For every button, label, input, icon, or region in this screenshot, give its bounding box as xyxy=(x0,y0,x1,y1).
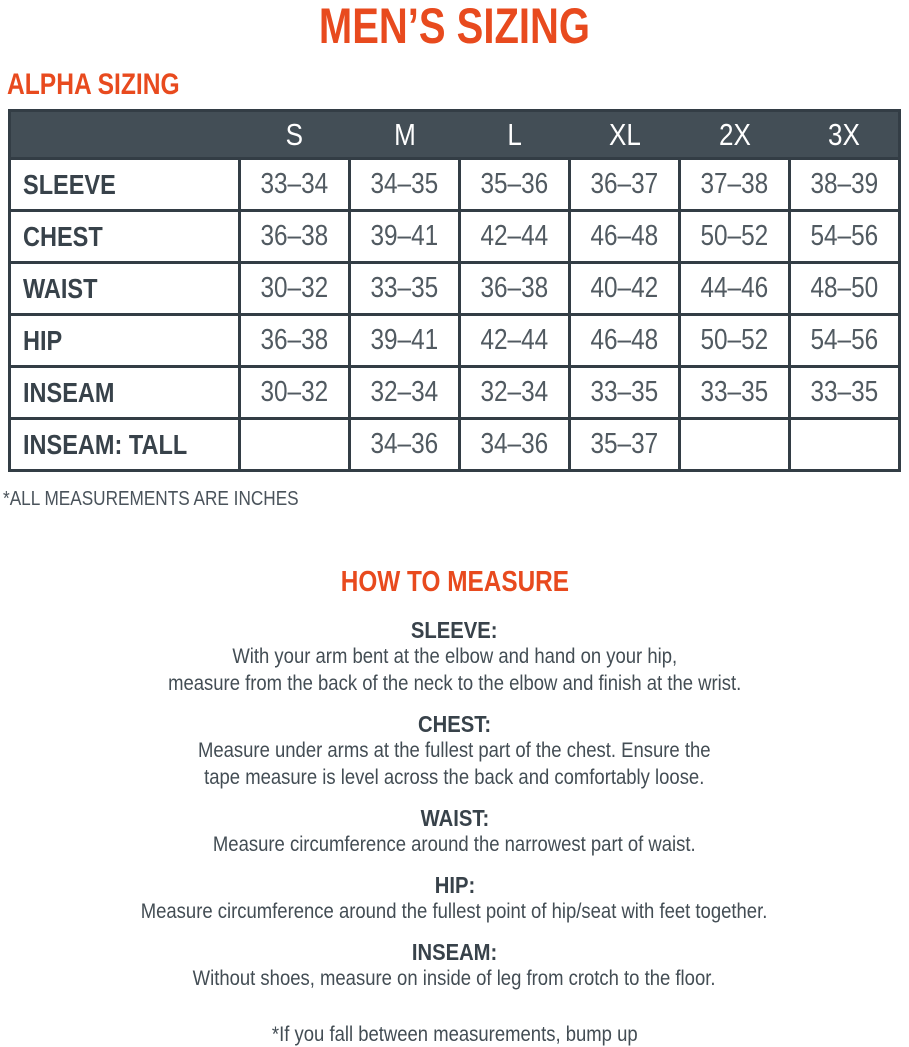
size-cell: 50–52 xyxy=(680,315,790,367)
size-cell: 32–34 xyxy=(460,367,570,419)
size-cell: 54–56 xyxy=(790,211,900,263)
size-cell xyxy=(680,419,790,471)
size-cell: 32–34 xyxy=(350,367,460,419)
size-cell: 30–32 xyxy=(240,263,350,315)
corner-cell xyxy=(10,111,240,159)
measure-heading-inseam: INSEAM: xyxy=(411,939,498,965)
alpha-sizing-heading xyxy=(7,70,909,100)
size-cell: 33–35 xyxy=(680,367,790,419)
row-label-inseam-tall: INSEAM: TALL xyxy=(10,419,240,471)
page-title xyxy=(0,0,909,54)
measure-heading-waist: WAIST: xyxy=(420,805,489,831)
sizing-table-header xyxy=(10,111,900,159)
measure-instructions xyxy=(0,617,909,1047)
column-header-m: M xyxy=(350,111,460,159)
size-cell xyxy=(790,419,900,471)
size-cell: 46–48 xyxy=(570,211,680,263)
size-cell: 33–35 xyxy=(570,367,680,419)
size-cell: 40–42 xyxy=(570,263,680,315)
table-row-inseam xyxy=(10,367,900,419)
size-cell xyxy=(240,419,350,471)
column-header-2x: 2X xyxy=(680,111,790,159)
sizing-table xyxy=(8,109,901,472)
measure-section-waist xyxy=(0,805,909,858)
measure-section-sleeve xyxy=(0,617,909,697)
size-cell: 36–38 xyxy=(240,211,350,263)
size-cell: 54–56 xyxy=(790,315,900,367)
size-cell: 42–44 xyxy=(460,315,570,367)
measure-line: Measure circumference around the fullest point of hip/seat with feet together. xyxy=(141,900,768,923)
measurements-footnote: *ALL MEASUREMENTS ARE INCHES xyxy=(3,488,299,510)
size-cell: 46–48 xyxy=(570,315,680,367)
column-header-xl: XL xyxy=(570,111,680,159)
column-header-l: L xyxy=(460,111,570,159)
size-cell: 39–41 xyxy=(350,315,460,367)
table-row-chest xyxy=(10,211,900,263)
row-label-chest: CHEST xyxy=(10,211,240,263)
measure-line: With your arm bent at the elbow and hand on your hip, xyxy=(232,645,677,668)
size-cell: 34–36 xyxy=(460,419,570,471)
row-label-hip: HIP xyxy=(10,315,240,367)
measure-heading-chest: CHEST: xyxy=(417,711,492,737)
table-row-inseam-tall xyxy=(10,419,900,471)
measure-line: measure from the back of the neck to the elbow and finish at the wrist. xyxy=(167,672,742,695)
measure-line: Without shoes, measure on inside of leg from crotch to the floor. xyxy=(193,967,716,990)
size-cell: 30–32 xyxy=(240,367,350,419)
size-cell: 36–38 xyxy=(460,263,570,315)
size-cell: 36–37 xyxy=(570,159,680,211)
size-cell: 34–36 xyxy=(350,419,460,471)
table-row-sleeve xyxy=(10,159,900,211)
measure-heading-sleeve: SLEEVE: xyxy=(411,617,498,643)
size-cell: 44–46 xyxy=(680,263,790,315)
size-cell: 39–41 xyxy=(350,211,460,263)
size-cell: 50–52 xyxy=(680,211,790,263)
size-cell: 37–38 xyxy=(680,159,790,211)
size-cell: 35–37 xyxy=(570,419,680,471)
measure-section-inseam xyxy=(0,939,909,992)
page-title-text: MEN’S SIZING xyxy=(318,0,591,54)
row-label-inseam: INSEAM xyxy=(10,367,240,419)
size-cell: 33–35 xyxy=(790,367,900,419)
measure-heading-hip: HIP: xyxy=(434,872,475,898)
measure-section-hip xyxy=(0,872,909,925)
table-row-hip xyxy=(10,315,900,367)
alpha-sizing-heading-text: ALPHA SIZING xyxy=(7,68,180,101)
size-cell: 36–38 xyxy=(240,315,350,367)
row-label-waist: WAIST xyxy=(10,263,240,315)
between-measurements-note: *If you fall between measurements, bump up xyxy=(271,1023,638,1046)
header-row xyxy=(10,111,900,159)
column-header-3x: 3X xyxy=(790,111,900,159)
measure-line: tape measure is level across the back and comfortably loose. xyxy=(204,766,705,789)
size-cell: 33–35 xyxy=(350,263,460,315)
size-cell: 42–44 xyxy=(460,211,570,263)
size-cell: 35–36 xyxy=(460,159,570,211)
column-header-s: S xyxy=(240,111,350,159)
table-row-waist xyxy=(10,263,900,315)
measure-line: Measure under arms at the fullest part of the chest. Ensure the xyxy=(198,739,711,762)
row-label-sleeve: SLEEVE xyxy=(10,159,240,211)
size-cell: 48–50 xyxy=(790,263,900,315)
measure-line: Measure circumference around the narrowest part of waist. xyxy=(213,833,696,856)
size-cell: 38–39 xyxy=(790,159,900,211)
size-cell: 33–34 xyxy=(240,159,350,211)
size-cell: 34–35 xyxy=(350,159,460,211)
how-to-measure-heading: HOW TO MEASURE xyxy=(340,566,569,598)
measure-section-chest xyxy=(0,711,909,791)
